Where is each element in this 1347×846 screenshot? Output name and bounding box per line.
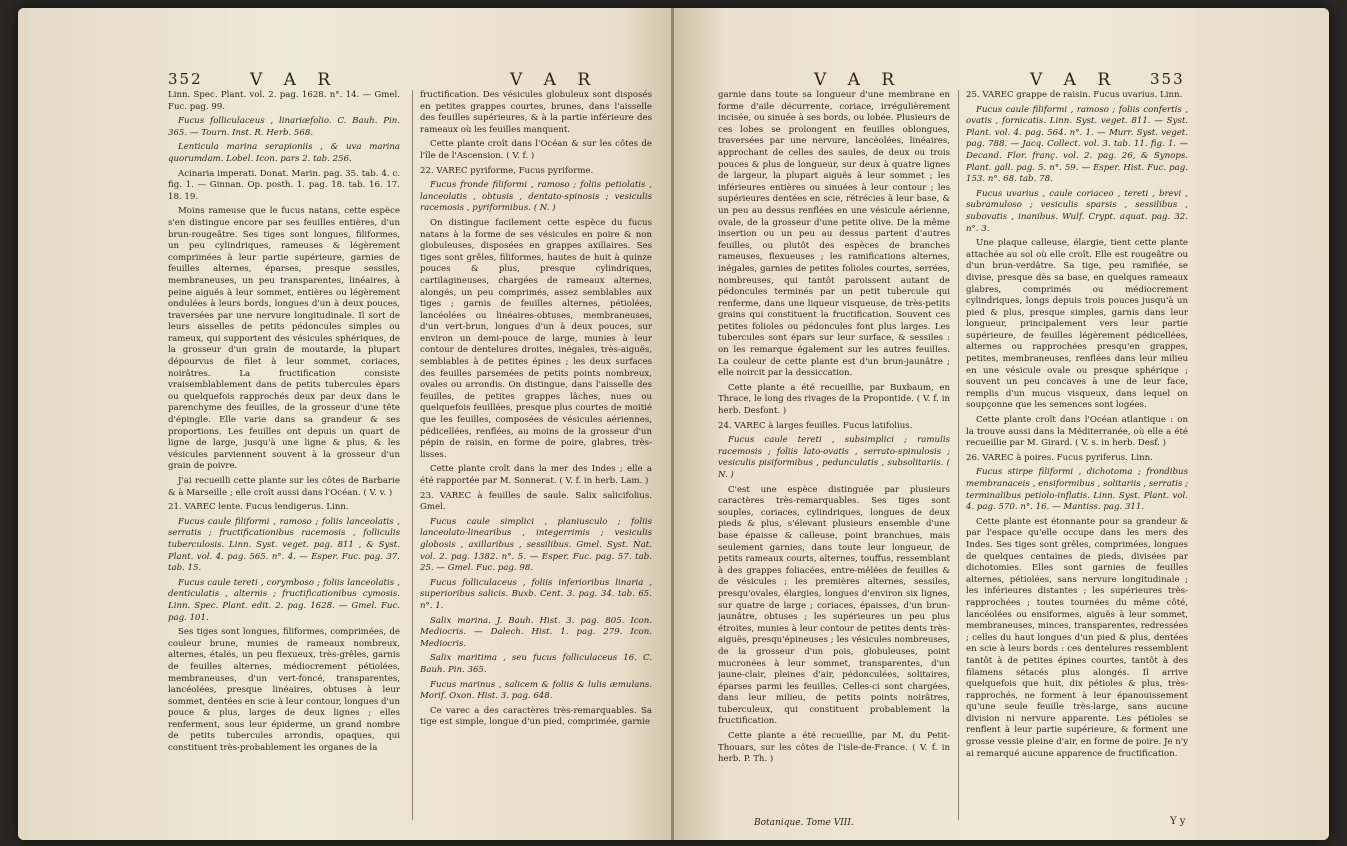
left-header-word-right: V A R: [510, 70, 599, 90]
left-page-column-2: [420, 90, 652, 732]
left-column-rule: [412, 90, 413, 820]
paragraph: Fucus fronde filiformi , ramoso ; foliis petiolatis , lanceolatis , obtusis , dentato-spinosis ; vesiculis racemosis , pyriformibus. ( N. ): [420, 180, 652, 214]
paragraph: Cette plante croît dans la mer des Indes ; elle a été rapportée par M. Sonnerat. ( V. f. in herb. Lam. ): [420, 464, 652, 486]
paragraph: Fucus caule filiformi , ramoso ; foliis confertis , ovatis , fornicatis. Linn. Syst. veget. 811. — Syst. Plant. vol. 4. pag. 564. n°. 1. — Murr. Syst. veget. pag. 788. — Jacq. Collect. vol. 3. tab. 11. fig. 1. — Decand. Flor. franç. vol. 2. pag. 26, & Synops. Plant. gall. pag. 5. n°. 59. — Esper. Hist. Fuc. pag. 153. n°. 68. tab. 78.: [966, 104, 1188, 185]
paragraph: 26. VAREC à poires. Fucus pyriferus. Linn.: [966, 452, 1153, 463]
right-page: [674, 8, 1329, 840]
paragraph: 25. VAREC grappe de raisin. Fucus uvarius. Linn.: [966, 90, 1183, 100]
paragraph: Fucus folliculaceus , foliis inferioribus linaria , superioribus salicis. Buxb. Cent. 3. pag. 34. tab. 65. n°. 1.: [420, 577, 652, 611]
left-page-number: 352: [168, 70, 203, 88]
volume-footer: Botanique. Tome VIII.: [754, 818, 854, 828]
paragraph: Fucus caule tereti , subsimplici ; ramulis racemosis ; foliis lato-ovatis , serrato-spinulosis ; vesiculis pisiformibus , pedunculatis , subsolitariis. ( N. ): [718, 435, 950, 480]
paragraph: Cette plante est étonnante pour sa grandeur & par l'espace qu'elle occupe dans les mers des Indes. Ses tiges sont grêles, comprimées, longues de quelques centaines de pieds, divisées par dichotomies. Elles sont garnies de feuilles alternes, pétiolées, sans nervure longitudinale ; les inférieures distantes ; les supérieures très-rapprochées ; toutes tournées du même côté, lancéolées ou ensiformes, aiguës à leur sommet, membraneuses, minces, transparentes, redressées ; celles du haut longues d'un pied & plus, dentées en scie à leurs bords : ces dentelures ressemblent tantôt à de petites épines courtes, tantôt à des filamens sétacés plus alongés. Il arrive quelquefois que huit, dix pétioles & plus, très-rapprochés, ne forment à leur épanouissement qu'une seule feuille très-large, sans aucune division ni nervure apparente. Les pétioles se renflent à leur partie supérieure, & forment une grosse vessie pleine d'air, en forme de poire. Je n'y ai remarqué aucune apparence de fructification.: [966, 516, 1188, 759]
open-book: [18, 8, 1329, 840]
right-page-number: 353: [1150, 70, 1185, 88]
right-page-column-1: [718, 90, 950, 769]
paragraph: fructification. Des vésicules globuleux sont disposés en petites grappes courtes, brunes, dans l'aisselle des feuilles supérieures, & à la partie inférieure des rameaux où les feuilles manquent.: [420, 90, 652, 135]
paragraph: Ce varec a des caractères très-remarquables. Sa tige est simple, longue d'un pied, comprimée, garnie: [420, 705, 652, 728]
right-header-word-left: V A R: [814, 70, 903, 90]
paragraph: Salix maritima , seu fucus folliculaceus 16. C. Bauh. Pin. 365.: [420, 653, 652, 675]
paragraph: 24. VAREC à larges feuilles. Fucus latifolius.: [718, 420, 913, 431]
paragraph: Cette plante croît dans l'Océan atlantique : on la trouve aussi dans la Méditerranée, où elle a été recueillie par M. Girard. ( V. s. in herb. Desf. ): [966, 415, 1188, 449]
paragraph: Une plaque calleuse, élargie, tient cette plante attachée au sol où elle croît. Elle est rougeâtre ou d'un brun-verdâtre. Sa tige, peu ramifiée, se divise, presque dès sa base, en quelques rameaux glabres, comprimés ou médiocrement cylindriques, longs depuis trois pouces jusqu'à un pied & plus, presque simples, garnis dans leur longueur, principalement vers leur partie supérieure, de feuilles légèrement pédicellées, alternes ou rapprochées presqu'en grappes, petites, membraneuses, renflées dans leur milieu en une vésicule ovale ou presque sphérique ; souvent un peu concaves à une de leur face, remplis d'un mucus visqueux, dans lequel on soupçonne que les semences sont logées.: [966, 238, 1188, 411]
paragraph: Fucus marinus , salicem & foliis & lulis æmulans. Morif. Oxon. Hist. 3. pag. 648.: [420, 679, 652, 702]
signature-mark: Y y: [1170, 816, 1186, 827]
left-page: [18, 8, 673, 840]
paragraph: Fucus stirpe filiformi , dichotoma ; frondibus membranaceis , ensiformibus , solitariis , serratis ; terminalibus petiolo-inflatis. Linn. Syst. Plant. vol. 4. pag. 570. n°. 16. — Mantiss. pag. 311.: [966, 467, 1188, 513]
paragraph: Cette plante croît dans l'Océan & sur les côtes de l'île de l'Ascension. ( V. f. ): [420, 139, 652, 161]
paragraph: Cette plante a été recueillie, par M. du Petit-Thouars, sur les côtes de l'isle-de-France. ( V. f. in herb. P. Th. ): [718, 731, 950, 765]
paragraph: Cette plante a été recueillie, par Buxbaum, en Thrace, le long des rivages de la Propontide. ( V. f. in herb. Desfont. ): [718, 382, 950, 417]
paragraph: Fucus folliculaceus , linariæfolio. C. Bauh. Pin. 365. — Tourn. Inst. R. Herb. 568.: [168, 116, 400, 138]
paragraph: Moins rameuse que le fucus natans, cette espèce s'en distingue encore par ses feuilles entières, d'un brun-rougeâtre. Ses tiges sont longues, filiformes, un peu cylindriques, rameuses & légèrement comprimées à leur partie supérieure, garnies de feuilles alternes, éparses, presque sessiles, membraneuses, un peu transparentes, linéaires, à peine aiguës à leur sommet, entières ou légèrement ondulées à leurs bords, longues d'un à deux pouces, traversées par une nervure longitudinale. Il sort de leurs aisselles de petits pédoncules simples ou rameux, qui supportent des vésicules sphériques, de la grosseur d'un grain de moutarde, la plupart dépourvus de filet à leur sommet, coriaces, noirâtres. La fructification consiste vraisemblablement dans de petits tubercules épars ou quelquefois rapprochés deux par deux dans le parenchyme des feuilles, de la grosseur d'une tête d'épingle. Elle varie dans sa grandeur & ses proportions. Les feuilles ont depuis un quart de ligne de large, jusqu'à une ligne & plus, & les vésicules parviennent souvent à la grosseur d'un grain de poivre.: [168, 206, 400, 472]
left-page-column-1: [168, 90, 400, 758]
paragraph: Fucus caule filiformi , ramoso ; foliis lanceolatis , serratis ; fructificationibus racemosis , folliculis tuberculosis. Linn. Syst. veget. pag. 811 , & Syst. Plant. vol. 4. pag. 565. n°. 4. — Esper. Fuc. pag. 37. tab. 15.: [168, 516, 400, 574]
paragraph: Fucus uvarius , caule coriaceo , tereti , brevi , subramuloso ; vesiculis sparsis , sessilibus , subovatis , inanibus. Wulf. Crypt. aquat. pag. 32. n°. 3.: [966, 188, 1188, 234]
paragraph: On distingue facilement cette espèce du fucus natans à la forme de ses vésicules en poire & non globuleuses, disposées en grappes axillaires. Ses tiges sont grêles, filiformes, hautes de huit à quinze pouces & plus, presque cylindriques, cartilagineuses, chargées de rameaux alternes, alongés, un peu comprimés, assez semblables aux tiges ; garnis de feuilles alternes, pétiolées, lancéolées ou linéaires-obtuses, membraneuses, d'un vert-brun, longues d'un à deux pouces, sur environ un demi-pouce de large, munies à leur contour de dentelures droites, inégales, très-aiguës, semblables à de petites épines ; les deux surfaces des feuilles parsemées de petits points nombreux, ovales ou arrondis. On distingue, dans l'aisselle des feuilles, de petites grappes lâches, nues ou quelquefois feuillées, presque plus courtes de moitié que les feuilles, composées de vésicules aériennes, pédicellées, renflées, au moins de la grosseur d'un pépin de raisin, en forme de poire, glabres, très-lisses.: [420, 217, 652, 460]
paragraph: 23. VAREC à feuilles de saule. Salix salicifolius. Gmel.: [420, 490, 652, 513]
paragraph: Linn. Spec. Plant. vol. 2. pag. 1628. n°. 14. — Gmel. Fuc. pag. 99.: [168, 90, 400, 112]
paragraph: J'ai recueilli cette plante sur les côtes de Barbarie & à Marseille ; elle croît aussi dans l'Océan. ( V. v. ): [168, 476, 400, 498]
paragraph: 22. VAREC pyriforme, Fucus pyriforme.: [420, 165, 594, 176]
paragraph: Acinaria imperati. Donat. Marin. pag. 35. tab. 4. c. fig. 1. — Ginnan. Op. posth. 1. pag. 18. tab. 16. 17. 18. 19.: [168, 168, 400, 202]
paragraph: garnie dans toute sa longueur d'une membrane en forme d'aile décurrente, coriace, irrégulièrement incisée, ou sinuée à ses bords, ou lobée. Plusieurs de ces lobes se prolongent en feuilles oblongues, traversées par une nervure, lancéolées, linéaires, approchant de celles des saules, de deux ou trois pouces & plus de longueur, sur deux à quatre lignes de largeur, la plupart aiguës à leur sommet ; les inférieures entières ou sinuées à leur contour ; les supérieures dentées en scie, rétrécies à leur base, & un peu au dessus renflées en une vésicule aérienne, ovale, de la grosseur d'une petite olive. De la même insertion ou un peu au dessus partent d'autres feuilles, ou plutôt des espèces de branches rameuses, flexueuses ; les ramifications alternes, inégales, garnies de petites folioles courtes, serrées, nombreuses, qui tantôt paroissent autant de pédoncules terminés par un petit tubercule qui renferme, dans une liqueur visqueuse, de très-petits grains qui constituent la fructification. Souvent ces petites folioles ou pédoncules font plus larges. Les tubercules sont épars sur leur surface, & sessiles : on les remarque également sur les autres feuilles. La couleur de cette plante est d'un brun-jaunâtre ; elle noircit par la dessiccation.: [718, 90, 950, 379]
paragraph: Fucus caule tereti , corymboso ; foliis lanceolatis , denticulatis , alternis ; fructificationibus cymosis. Linn. Spec. Plant. edit. 2. pag. 1628. — Gmel. Fuc. pag. 101.: [168, 577, 400, 623]
paragraph: Fucus caule simplici , planiusculo ; foliis lanceolato-linearibus , integerrimis ; vesiculis globosis , axillaribus , sessilibus. Gmel. Syst. Nat. vol. 2. pag. 1382. n°. 5. — Esper. Fuc. pag. 57. tab. 25. — Gmel. Fuc. pag. 98.: [420, 516, 652, 574]
paragraph: Ses tiges sont longues, filiformes, comprimées, de couleur brune, munies de rameaux nombreux, alternes, étalés, un peu flexueux, très-grêles, garnis de feuilles alternes, médiocrement pétiolées, membraneuses, d'un vert-foncé, transparentes, lancéolées, presque linéaires, obtuses à leur sommet, dentées en scie à leur contour, longues d'un pouce & plus, larges de deux lignes ; elles renferment, sous leur épiderme, un grand nombre de petits tubercules arrondis, opaques, qui constituent très-probablement les organes de la: [168, 627, 400, 754]
paragraph: 21. VAREC lente. Fucus lendigerus. Linn.: [168, 502, 349, 513]
right-page-column-2: [966, 90, 1188, 763]
paragraph: Salix marina. J. Bauh. Hist. 3. pag. 805. Icon. Mediocris. — Dalech. Hist. 1. pag. 279. Icon. Mediocris.: [420, 615, 652, 649]
paragraph: Lenticula marina serapioniis , & uva marina quorumdam. Lobel. Icon. pars 2. tab. 256.: [168, 142, 400, 164]
right-column-rule: [958, 90, 959, 820]
left-header-word-left: V A R: [250, 70, 339, 90]
right-header-word-right: V A R: [1030, 70, 1119, 90]
paragraph: C'est une espèce distinguée par plusieurs caractères très-remarquables. Ses tiges sont souples, coriaces, cylindriques, longues de deux pieds & plus, s'élevant plusieurs ensemble d'une base épaisse & calleuse, point branchues, mais seulement garnies, dans toute leur longueur, de petits rameaux courts, alternes, touffus, ressemblant à des grappes foliacées, entre-mêlées de feuilles & de vésicules ; les premières alternes, sessiles, presqu'ovales, élargies, longues d'environ six lignes, sur quatre de large ; coriaces, épaisses, d'un brun-jaunâtre, obtuses ; les supérieures un peu plus étroites, munies à leur contour de petites dents très-aiguës, presqu'épineuses ; les vésicules nombreuses, de la grosseur d'un pois, globuleuses, point mucronées à leur sommet, transparentes, d'un jaune-clair, pleines d'air, pédonculées, solitaires, éparses parmi les feuilles. Celles-ci sont chargées, dans leur milieu, de petits points noirâtres, tuberculeux, qui constituent probablement la fructification.: [718, 484, 950, 727]
